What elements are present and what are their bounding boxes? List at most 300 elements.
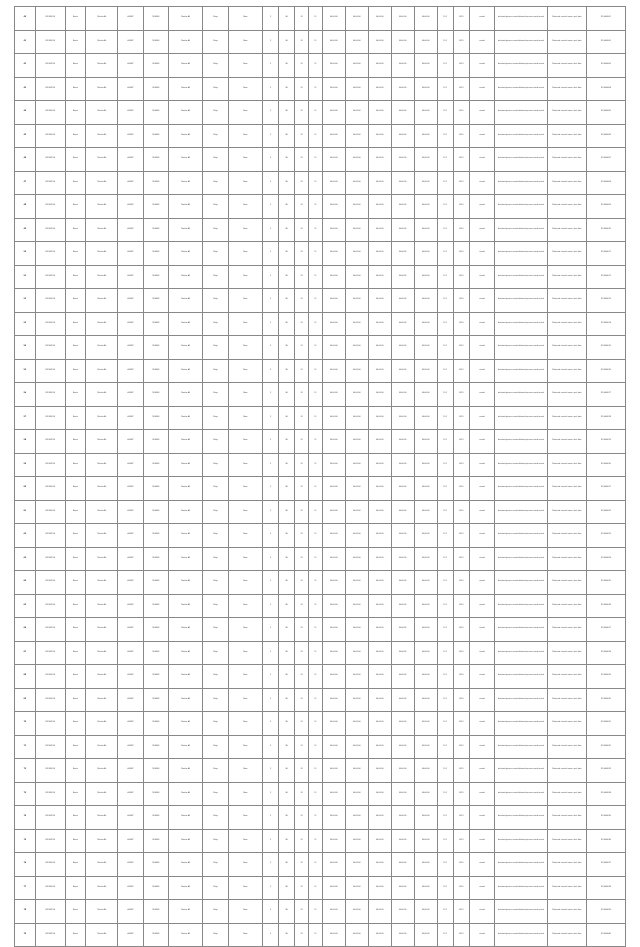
cell-j: 15.1 (437, 101, 453, 125)
cell-type: Roma (65, 853, 86, 877)
cell-l: record (469, 430, 494, 454)
table-row (15, 665, 626, 689)
cell-b: 80 (279, 359, 295, 383)
cell-no: 78 (15, 900, 36, 924)
cell-d: 12 (309, 265, 323, 289)
cell-f: 00:00:00 (345, 712, 368, 736)
cell-type: Roma (65, 618, 86, 642)
cell-g: 00:00:00 (368, 547, 391, 571)
cell-date: 2019/09/20 (35, 923, 65, 947)
cell-id: ID 0000022 (586, 500, 625, 524)
cell-status: Done (228, 289, 262, 313)
cell-c: 32 (295, 359, 309, 383)
cell-i: 00:00:00 (414, 336, 437, 360)
cell-note: Detained, record, name, unit, date (547, 453, 586, 477)
cell-desc: detained person record detained person record record (495, 312, 548, 336)
cell-loc: Shtip (203, 242, 228, 266)
cell-h: 00:00:00 (391, 806, 414, 830)
cell-l: record (469, 30, 494, 54)
cell-f: 00:00:00 (345, 453, 368, 477)
cell-g: 00:00:00 (368, 383, 391, 407)
cell-d: 12 (309, 242, 323, 266)
cell-note: Detained, record, name, unit, date (547, 547, 586, 571)
cell-tgt: Dimitar Ali (168, 54, 202, 78)
cell-d: 12 (309, 665, 323, 689)
cell-i: 00:00:00 (414, 477, 437, 501)
cell-status: Done (228, 30, 262, 54)
cell-e: 00:00:00 (322, 688, 345, 712)
cell-j: 15.1 (437, 477, 453, 501)
cell-i: 00:00:00 (414, 101, 437, 125)
cell-g: 00:00:00 (368, 265, 391, 289)
cell-note: Detained, record, name, unit, date (547, 618, 586, 642)
cell-type: Roma (65, 430, 86, 454)
cell-c: 32 (295, 265, 309, 289)
cell-g: 00:00:00 (368, 30, 391, 54)
cell-b: 80 (279, 383, 295, 407)
cell-note: Detained, record, name, unit, date (547, 289, 586, 313)
cell-c: 32 (295, 923, 309, 947)
cell-status: Done (228, 54, 262, 78)
cell-no: 41 (15, 30, 36, 54)
cell-e: 00:00:00 (322, 242, 345, 266)
cell-e: 00:00:00 (322, 453, 345, 477)
cell-desc: detained person record detained person record record (495, 30, 548, 54)
cell-l: record (469, 336, 494, 360)
cell-b: 80 (279, 195, 295, 219)
cell-i: 00:00:00 (414, 735, 437, 759)
cell-g: 00:00:00 (368, 782, 391, 806)
cell-h: 00:00:00 (391, 594, 414, 618)
cell-c: 32 (295, 312, 309, 336)
cell-note: Detained, record, name, unit, date (547, 430, 586, 454)
cell-code: A 5887 (118, 265, 143, 289)
cell-name: Dimitar Ali (86, 594, 118, 618)
table-body (15, 7, 626, 947)
cell-status: Done (228, 242, 262, 266)
cell-type: Roma (65, 923, 86, 947)
cell-no: 59 (15, 453, 36, 477)
cell-desc: detained person record detained person record record (495, 218, 548, 242)
cell-l: record (469, 829, 494, 853)
cell-ref: CB 6943 (143, 7, 168, 31)
cell-code: A 5887 (118, 782, 143, 806)
table-row (15, 735, 626, 759)
cell-g: 00:00:00 (368, 218, 391, 242)
cell-l: record (469, 665, 494, 689)
cell-loc: Shtip (203, 77, 228, 101)
cell-c: 32 (295, 148, 309, 172)
cell-ref: CB 6943 (143, 195, 168, 219)
cell-tgt: Dimitar Ali (168, 641, 202, 665)
cell-name: Dimitar Ali (86, 571, 118, 595)
table-row (15, 500, 626, 524)
cell-i: 00:00:00 (414, 524, 437, 548)
table-row (15, 265, 626, 289)
cell-k: 2019 (453, 124, 469, 148)
cell-type: Roma (65, 218, 86, 242)
cell-e: 00:00:00 (322, 759, 345, 783)
cell-h: 00:00:00 (391, 923, 414, 947)
cell-note: Detained, record, name, unit, date (547, 665, 586, 689)
cell-k: 2019 (453, 735, 469, 759)
cell-code: A 5887 (118, 853, 143, 877)
cell-date: 2019/09/20 (35, 453, 65, 477)
cell-desc: detained person record detained person record record (495, 618, 548, 642)
document-sheet (14, 6, 626, 935)
cell-d: 12 (309, 430, 323, 454)
cell-note: Detained, record, name, unit, date (547, 923, 586, 947)
cell-e: 00:00:00 (322, 148, 345, 172)
cell-note: Detained, record, name, unit, date (547, 735, 586, 759)
cell-type: Roma (65, 171, 86, 195)
cell-desc: detained person record detained person record record (495, 665, 548, 689)
cell-d: 12 (309, 688, 323, 712)
cell-j: 15.1 (437, 853, 453, 877)
cell-ref: CB 6943 (143, 500, 168, 524)
cell-no: 74 (15, 806, 36, 830)
cell-desc: detained person record detained person record record (495, 782, 548, 806)
cell-a: 3 (263, 383, 279, 407)
cell-j: 15.1 (437, 54, 453, 78)
cell-loc: Shtip (203, 148, 228, 172)
cell-tgt: Dimitar Ali (168, 30, 202, 54)
cell-status: Done (228, 406, 262, 430)
cell-i: 00:00:00 (414, 547, 437, 571)
cell-code: A 5887 (118, 148, 143, 172)
cell-status: Done (228, 547, 262, 571)
cell-l: record (469, 500, 494, 524)
cell-desc: detained person record detained person record record (495, 876, 548, 900)
cell-a: 3 (263, 101, 279, 125)
cell-no: 47 (15, 171, 36, 195)
cell-f: 00:00:00 (345, 359, 368, 383)
cell-a: 3 (263, 265, 279, 289)
cell-name: Dimitar Ali (86, 124, 118, 148)
cell-a: 3 (263, 829, 279, 853)
cell-tgt: Dimitar Ali (168, 594, 202, 618)
cell-h: 00:00:00 (391, 7, 414, 31)
cell-a: 3 (263, 853, 279, 877)
cell-ref: CB 6943 (143, 735, 168, 759)
cell-e: 00:00:00 (322, 900, 345, 924)
cell-g: 00:00:00 (368, 759, 391, 783)
cell-loc: Shtip (203, 759, 228, 783)
cell-desc: detained person record detained person record record (495, 383, 548, 407)
cell-name: Dimitar Ali (86, 477, 118, 501)
cell-code: A 5887 (118, 336, 143, 360)
cell-ref: CB 6943 (143, 265, 168, 289)
cell-b: 80 (279, 218, 295, 242)
cell-type: Roma (65, 782, 86, 806)
cell-l: record (469, 712, 494, 736)
cell-l: record (469, 383, 494, 407)
cell-d: 12 (309, 171, 323, 195)
cell-k: 2019 (453, 171, 469, 195)
cell-code: A 5887 (118, 218, 143, 242)
cell-j: 15.1 (437, 406, 453, 430)
cell-i: 00:00:00 (414, 218, 437, 242)
cell-loc: Shtip (203, 571, 228, 595)
cell-tgt: Dimitar Ali (168, 336, 202, 360)
cell-d: 12 (309, 218, 323, 242)
cell-ref: CB 6943 (143, 712, 168, 736)
cell-b: 80 (279, 148, 295, 172)
cell-b: 80 (279, 853, 295, 877)
cell-date: 2019/09/20 (35, 524, 65, 548)
cell-f: 00:00:00 (345, 571, 368, 595)
cell-l: record (469, 524, 494, 548)
cell-g: 00:00:00 (368, 829, 391, 853)
cell-l: record (469, 289, 494, 313)
cell-id: ID 0000012 (586, 265, 625, 289)
cell-h: 00:00:00 (391, 712, 414, 736)
cell-i: 00:00:00 (414, 571, 437, 595)
cell-h: 00:00:00 (391, 148, 414, 172)
cell-type: Roma (65, 876, 86, 900)
cell-b: 80 (279, 618, 295, 642)
cell-d: 12 (309, 759, 323, 783)
cell-name: Dimitar Ali (86, 876, 118, 900)
cell-g: 00:00:00 (368, 148, 391, 172)
cell-j: 15.1 (437, 77, 453, 101)
cell-date: 2019/09/20 (35, 383, 65, 407)
cell-b: 80 (279, 782, 295, 806)
cell-id: ID 0000014 (586, 312, 625, 336)
cell-a: 3 (263, 124, 279, 148)
cell-e: 00:00:00 (322, 289, 345, 313)
cell-name: Dimitar Ali (86, 688, 118, 712)
cell-date: 2019/09/20 (35, 853, 65, 877)
table-row (15, 876, 626, 900)
cell-name: Dimitar Ali (86, 806, 118, 830)
cell-loc: Shtip (203, 900, 228, 924)
cell-id: ID 0000032 (586, 735, 625, 759)
cell-desc: detained person record detained person record record (495, 430, 548, 454)
cell-j: 15.1 (437, 336, 453, 360)
cell-j: 15.1 (437, 900, 453, 924)
cell-h: 00:00:00 (391, 547, 414, 571)
cell-code: A 5887 (118, 54, 143, 78)
cell-d: 12 (309, 336, 323, 360)
cell-date: 2019/09/20 (35, 571, 65, 595)
cell-tgt: Dimitar Ali (168, 124, 202, 148)
cell-e: 00:00:00 (322, 594, 345, 618)
cell-a: 3 (263, 923, 279, 947)
cell-name: Dimitar Ali (86, 289, 118, 313)
cell-i: 00:00:00 (414, 594, 437, 618)
cell-loc: Shtip (203, 54, 228, 78)
cell-code: A 5887 (118, 124, 143, 148)
cell-d: 12 (309, 7, 323, 31)
table-row (15, 7, 626, 31)
cell-ref: CB 6943 (143, 124, 168, 148)
cell-c: 32 (295, 618, 309, 642)
cell-id: ID 0000028 (586, 641, 625, 665)
cell-note: Detained, record, name, unit, date (547, 7, 586, 31)
cell-desc: detained person record detained person record record (495, 265, 548, 289)
cell-l: record (469, 242, 494, 266)
cell-d: 12 (309, 618, 323, 642)
cell-ref: CB 6943 (143, 759, 168, 783)
cell-note: Detained, record, name, unit, date (547, 853, 586, 877)
cell-code: A 5887 (118, 735, 143, 759)
table-row (15, 829, 626, 853)
cell-l: record (469, 265, 494, 289)
cell-k: 2019 (453, 688, 469, 712)
cell-a: 3 (263, 453, 279, 477)
cell-b: 80 (279, 806, 295, 830)
cell-d: 12 (309, 406, 323, 430)
cell-note: Detained, record, name, unit, date (547, 336, 586, 360)
cell-f: 00:00:00 (345, 876, 368, 900)
records-table (14, 6, 626, 947)
cell-h: 00:00:00 (391, 77, 414, 101)
cell-e: 00:00:00 (322, 124, 345, 148)
cell-note: Detained, record, name, unit, date (547, 54, 586, 78)
cell-i: 00:00:00 (414, 430, 437, 454)
cell-type: Roma (65, 265, 86, 289)
cell-g: 00:00:00 (368, 712, 391, 736)
cell-code: A 5887 (118, 571, 143, 595)
cell-b: 80 (279, 759, 295, 783)
cell-b: 80 (279, 7, 295, 31)
cell-a: 3 (263, 171, 279, 195)
cell-d: 12 (309, 853, 323, 877)
cell-loc: Shtip (203, 406, 228, 430)
cell-l: record (469, 547, 494, 571)
cell-note: Detained, record, name, unit, date (547, 806, 586, 830)
cell-no: 64 (15, 571, 36, 595)
cell-k: 2019 (453, 665, 469, 689)
cell-k: 2019 (453, 829, 469, 853)
cell-g: 00:00:00 (368, 618, 391, 642)
cell-id: ID 0000013 (586, 289, 625, 313)
cell-g: 00:00:00 (368, 195, 391, 219)
cell-name: Dimitar Ali (86, 782, 118, 806)
cell-k: 2019 (453, 594, 469, 618)
cell-ref: CB 6943 (143, 148, 168, 172)
cell-id: ID 0000037 (586, 853, 625, 877)
cell-l: record (469, 853, 494, 877)
cell-k: 2019 (453, 759, 469, 783)
cell-g: 00:00:00 (368, 923, 391, 947)
cell-a: 3 (263, 735, 279, 759)
cell-name: Dimitar Ali (86, 524, 118, 548)
cell-d: 12 (309, 923, 323, 947)
cell-tgt: Dimitar Ali (168, 547, 202, 571)
table-row (15, 289, 626, 313)
cell-date: 2019/09/20 (35, 242, 65, 266)
table-row (15, 688, 626, 712)
cell-i: 00:00:00 (414, 853, 437, 877)
cell-no: 43 (15, 77, 36, 101)
cell-j: 15.1 (437, 430, 453, 454)
cell-f: 00:00:00 (345, 77, 368, 101)
table-row (15, 547, 626, 571)
cell-h: 00:00:00 (391, 54, 414, 78)
cell-j: 15.1 (437, 665, 453, 689)
cell-code: A 5887 (118, 524, 143, 548)
table-row (15, 148, 626, 172)
cell-c: 32 (295, 289, 309, 313)
cell-tgt: Dimitar Ali (168, 383, 202, 407)
cell-h: 00:00:00 (391, 853, 414, 877)
table-row (15, 406, 626, 430)
cell-tgt: Dimitar Ali (168, 829, 202, 853)
cell-tgt: Dimitar Ali (168, 500, 202, 524)
cell-id: ID 0000006 (586, 124, 625, 148)
cell-k: 2019 (453, 218, 469, 242)
cell-f: 00:00:00 (345, 853, 368, 877)
cell-status: Done (228, 336, 262, 360)
cell-note: Detained, record, name, unit, date (547, 688, 586, 712)
cell-ref: CB 6943 (143, 406, 168, 430)
cell-k: 2019 (453, 383, 469, 407)
cell-ref: CB 6943 (143, 923, 168, 947)
cell-k: 2019 (453, 54, 469, 78)
cell-id: ID 0000017 (586, 383, 625, 407)
cell-e: 00:00:00 (322, 195, 345, 219)
cell-status: Done (228, 524, 262, 548)
cell-note: Detained, record, name, unit, date (547, 242, 586, 266)
cell-e: 00:00:00 (322, 430, 345, 454)
cell-e: 00:00:00 (322, 618, 345, 642)
cell-i: 00:00:00 (414, 124, 437, 148)
cell-desc: detained person record detained person record record (495, 242, 548, 266)
cell-c: 32 (295, 242, 309, 266)
cell-j: 15.1 (437, 312, 453, 336)
cell-name: Dimitar Ali (86, 712, 118, 736)
cell-status: Done (228, 923, 262, 947)
cell-date: 2019/09/20 (35, 806, 65, 830)
cell-code: A 5887 (118, 712, 143, 736)
cell-i: 00:00:00 (414, 77, 437, 101)
cell-no: 54 (15, 336, 36, 360)
cell-type: Roma (65, 148, 86, 172)
cell-b: 80 (279, 77, 295, 101)
cell-j: 15.1 (437, 124, 453, 148)
cell-type: Roma (65, 500, 86, 524)
cell-note: Detained, record, name, unit, date (547, 477, 586, 501)
cell-loc: Shtip (203, 171, 228, 195)
cell-desc: detained person record detained person record record (495, 735, 548, 759)
cell-id: ID 0000040 (586, 923, 625, 947)
cell-name: Dimitar Ali (86, 665, 118, 689)
cell-h: 00:00:00 (391, 782, 414, 806)
cell-type: Roma (65, 900, 86, 924)
cell-h: 00:00:00 (391, 312, 414, 336)
cell-l: record (469, 876, 494, 900)
cell-code: A 5887 (118, 641, 143, 665)
cell-no: 61 (15, 500, 36, 524)
cell-id: ID 0000008 (586, 171, 625, 195)
cell-status: Done (228, 430, 262, 454)
cell-b: 80 (279, 688, 295, 712)
cell-a: 3 (263, 289, 279, 313)
cell-loc: Shtip (203, 547, 228, 571)
cell-id: ID 0000038 (586, 876, 625, 900)
cell-c: 32 (295, 594, 309, 618)
cell-e: 00:00:00 (322, 524, 345, 548)
cell-e: 00:00:00 (322, 101, 345, 125)
cell-no: 77 (15, 876, 36, 900)
cell-no: 42 (15, 54, 36, 78)
cell-h: 00:00:00 (391, 641, 414, 665)
cell-note: Detained, record, name, unit, date (547, 265, 586, 289)
cell-desc: detained person record detained person record record (495, 923, 548, 947)
cell-id: ID 0000039 (586, 900, 625, 924)
